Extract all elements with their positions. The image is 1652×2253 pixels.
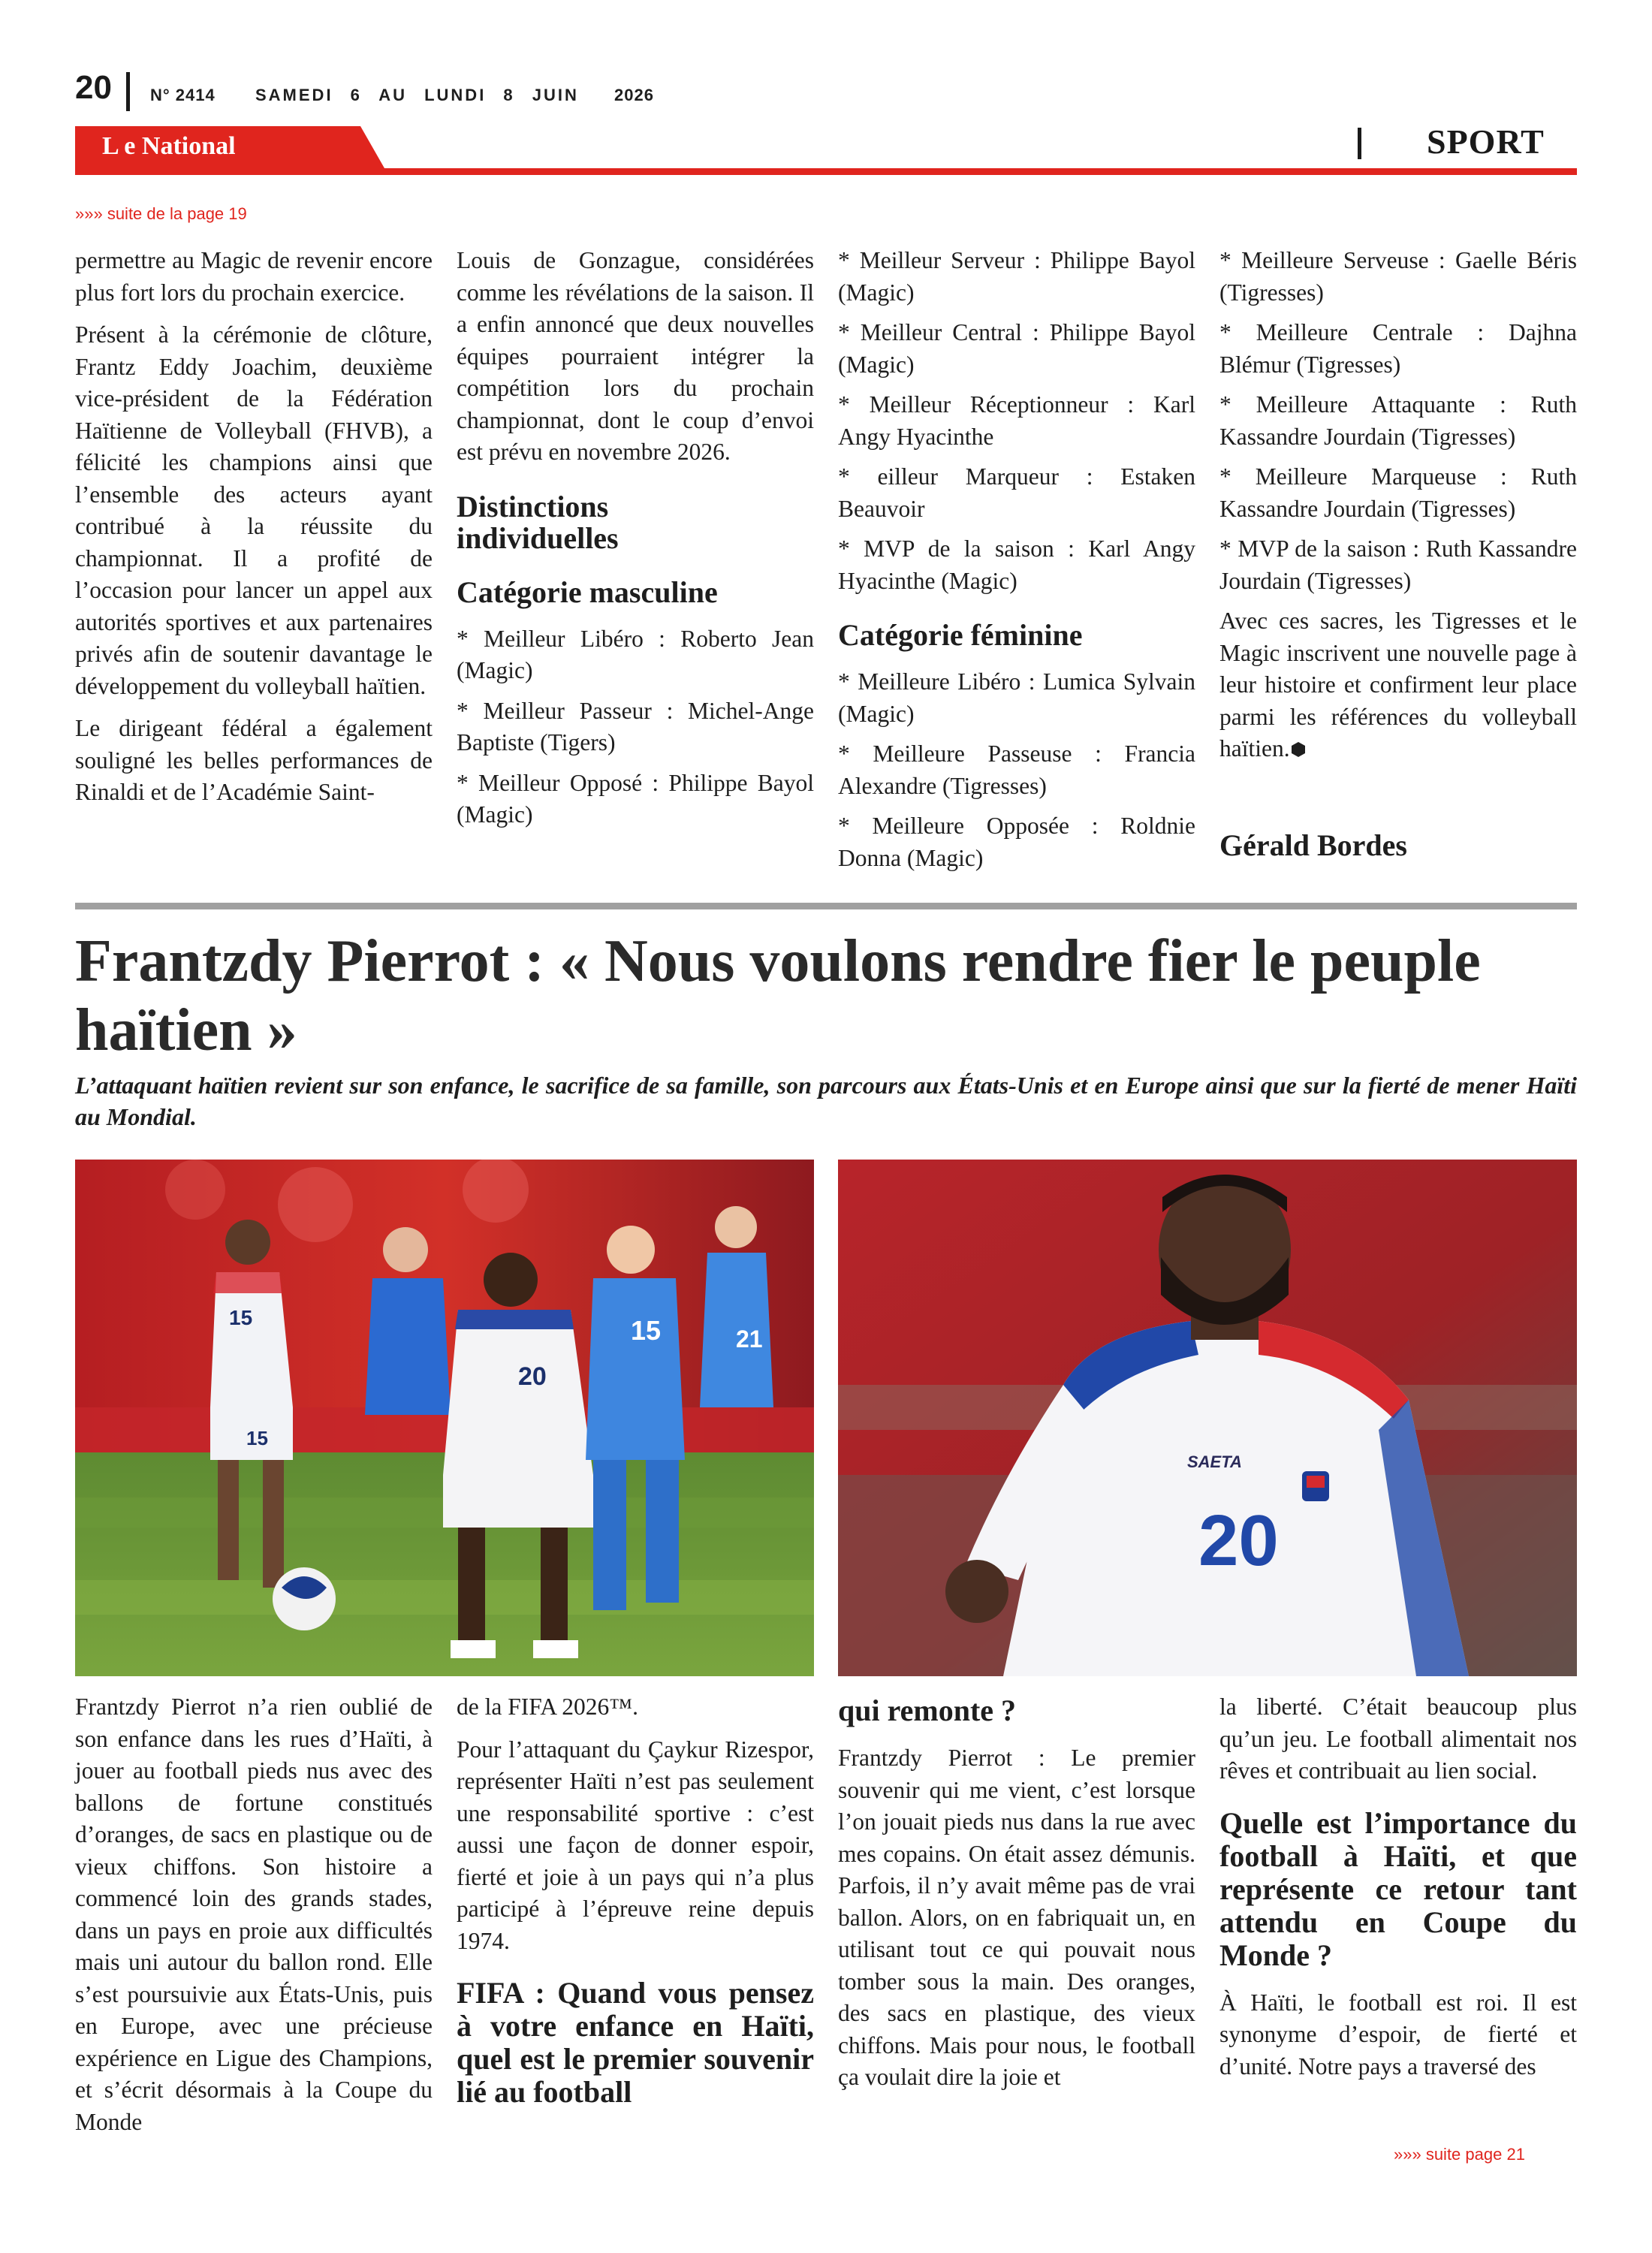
- match-action-photo: [75, 1160, 814, 1676]
- award-item: * Meilleure Attaquante : Ruth Kassandre Jourdain (Tigresses): [1219, 391, 1577, 450]
- section-title: SPORT: [1427, 122, 1545, 161]
- continued-from: »»» suite de la page 19: [75, 204, 247, 223]
- distinctions-heading: Distinctions individuelles: [457, 489, 619, 555]
- player-portrait-photo: [838, 1160, 1577, 1676]
- paragraph: Frantzdy Pierrot n’a rien oublié de son enfance dans les rues d’Haïti, à jouer au football pieds nus avec des ballons de fortune constitués d’oranges, de sacs en plastique ou de vieux chiffons. Son histoire a commencé loin des grands stades, dans un pays en proie aux difficultés mais uni autour du ballon rond. Elle s’est poursuivie aux États-Unis, puis en Europe, avec une précieuse expérience en Ligue des Champions, et s’écrit désormais à la Coupe du Monde: [75, 1694, 433, 2135]
- men-category-heading: Catégorie masculine: [457, 575, 718, 609]
- award-item: * MVP de la saison : Karl Angy Hyacinthe (Magic): [838, 535, 1195, 594]
- interview-column-3: [838, 1691, 1195, 2104]
- paragraph: la liberté. C’était beaucoup plus qu’un jeu. Le football alimentait nos rêves et contribuait au lien social.: [1219, 1694, 1577, 1784]
- interview-column-1: [75, 1691, 433, 2149]
- award-item: * Meilleure Marqueuse : Ruth Kassandre Jourdain (Tigresses): [1219, 463, 1577, 522]
- award-item: * eilleur Marqueur : Estaken Beauvoir: [838, 463, 1195, 522]
- award-item: * Meilleure Serveuse : Gaelle Béris (Tigresses): [1219, 247, 1577, 306]
- closing-text: Avec ces sacres, les Tigresses et le Magic inscrivent une nouvelle page à leur histoire et confirment leur place parmi les références du volleyball haïtien.: [1219, 608, 1577, 762]
- top-article-column-4: [1219, 245, 1577, 872]
- issue-number: N° 2414: [150, 86, 216, 104]
- award-item: * Meilleur Serveur : Philippe Bayol (Magic): [838, 247, 1195, 306]
- top-article-column-2: [457, 245, 814, 840]
- award-item: * Meilleur Réceptionneur : Karl Angy Hyacinthe: [838, 391, 1195, 450]
- interview-question: Quelle est l’importance du football à Haïti, et que représente ce retour tant attendu en Coupe du Monde ?: [1219, 1805, 1577, 1972]
- award-item: * Meilleur Passeur : Michel-Ange Baptiste (Tigers): [457, 697, 814, 756]
- article-divider: [75, 903, 1577, 909]
- issue-date: SAMEDI 6 AU LUNDI 8 JUIN: [255, 86, 579, 104]
- page-number: 20: [75, 69, 112, 106]
- shirt-number: 15: [229, 1306, 253, 1329]
- author-byline: Gérald Bordes: [1219, 828, 1407, 862]
- award-item: * Meilleur Opposé : Philippe Bayol (Magic): [457, 769, 814, 828]
- top-article-column-1: [75, 245, 433, 819]
- page-number-divider: [126, 72, 130, 111]
- section-divider: [1358, 128, 1361, 159]
- header-rule: [75, 168, 1577, 175]
- award-item: * Meilleur Central : Philippe Bayol (Magic): [838, 319, 1195, 378]
- brand-name: L e National: [102, 132, 236, 160]
- award-item: * Meilleure Opposée : Roldnie Donna (Magic): [838, 813, 1195, 871]
- paragraph: Le dirigeant fédéral a également souligné les belles performances de Rinaldi et de l’Académie Saint-: [75, 715, 433, 805]
- continued-to: »»» suite page 21: [1394, 2145, 1525, 2164]
- paragraph: Louis de Gonzague, considérées comme les révélations de la saison. Il a enfin annoncé que deux nouvelles équipes pourraient intégrer la compétition lors du prochain championnat, dont le coup d’envoi est prévu en novembre 2026.: [457, 247, 814, 465]
- issue-year: 2026: [614, 86, 654, 104]
- paragraph: de la FIFA 2026™.: [457, 1694, 639, 1720]
- closing-paragraph: [1219, 605, 1577, 765]
- award-item: * Meilleur Libéro : Roberto Jean (Magic): [457, 625, 814, 683]
- end-of-article-icon: [1290, 741, 1307, 758]
- shirt-number: 20: [1198, 1500, 1279, 1581]
- article-headline: Frantzdy Pierrot : « Nous voulons rendre fier le peuple haïtien »: [75, 928, 1481, 1063]
- award-item: * Meilleure Centrale : Dajhna Blémur (Tigresses): [1219, 319, 1577, 378]
- award-item: * Meilleure Passeuse : Francia Alexandre (Tigresses): [838, 740, 1195, 799]
- interview-column-4: [1219, 1691, 1577, 2093]
- award-item: * Meilleure Libéro : Lumica Sylvain (Magic): [838, 668, 1195, 727]
- paragraph: Pour l’attaquant du Çaykur Rizespor, représenter Haïti n’est pas seulement une responsabilité sportive : c’est aussi une façon de donner espoir, fierté et joie à un pays qui n’a plus participé à l’épreuve reine depuis 1974.: [457, 1736, 814, 1954]
- paragraph: Frantzdy Pierrot : Le premier souvenir qui me vient, c’est lorsque l’on jouait pieds nus dans la rue avec mes copains. On était assez démunis. Parfois, il n’y avait même pas de vrai ballon. Alors, on en fabriquait un, en utilisant tout ce qui pouvait nous tomber sous la main. Des oranges, des sacs en plastique, des vieux chiffons. Mais pour nous, le football ça voulait dire la joie et: [838, 1745, 1195, 2090]
- women-category-heading: Catégorie féminine: [838, 618, 1083, 652]
- interview-question-continued: qui remonte ?: [838, 1694, 1017, 1727]
- top-article-column-3: [838, 245, 1195, 882]
- shirt-number: 15: [631, 1315, 662, 1346]
- shirt-number: 20: [518, 1362, 547, 1391]
- interview-column-2: [457, 1691, 814, 2124]
- paragraph: À Haïti, le football est roi. Il est synonyme d’espoir, de fierté et d’unité. Notre pays a traversé des: [1219, 1989, 1577, 2080]
- shirt-number: 15: [246, 1427, 268, 1449]
- article-deck: L’attaquant haïtien revient sur son enfance, le sacrifice de sa famille, son parcours aux États-Unis et en Europe ainsi que sur la fierté de mener Haïti au Mondial.: [75, 1072, 1577, 1130]
- shirt-number: 21: [736, 1326, 763, 1353]
- award-item: * MVP de la saison : Ruth Kassandre Jourdain (Tigresses): [1219, 535, 1577, 594]
- sponsor-logo: SAETA: [1187, 1452, 1242, 1471]
- paragraph: permettre au Magic de revenir encore plus fort lors du prochain exercice.: [75, 247, 433, 306]
- paragraph: Présent à la cérémonie de clôture, Frantz Eddy Joachim, deuxième vice-président de la Fédération Haïtienne de Volleyball (FHVB), a félicité les champions ainsi que l’ensemble des acteurs ayant contribué à la réussite du championnat. Il a profité de l’occasion pour lancer un appel aux autorités sportives et aux partenaires privés afin de soutenir davantage le développement du volleyball haïtien.: [75, 321, 433, 699]
- interview-question: FIFA : Quand vous pensez à votre enfance en Haïti, quel est le premier souvenir lié au football: [457, 1976, 814, 2109]
